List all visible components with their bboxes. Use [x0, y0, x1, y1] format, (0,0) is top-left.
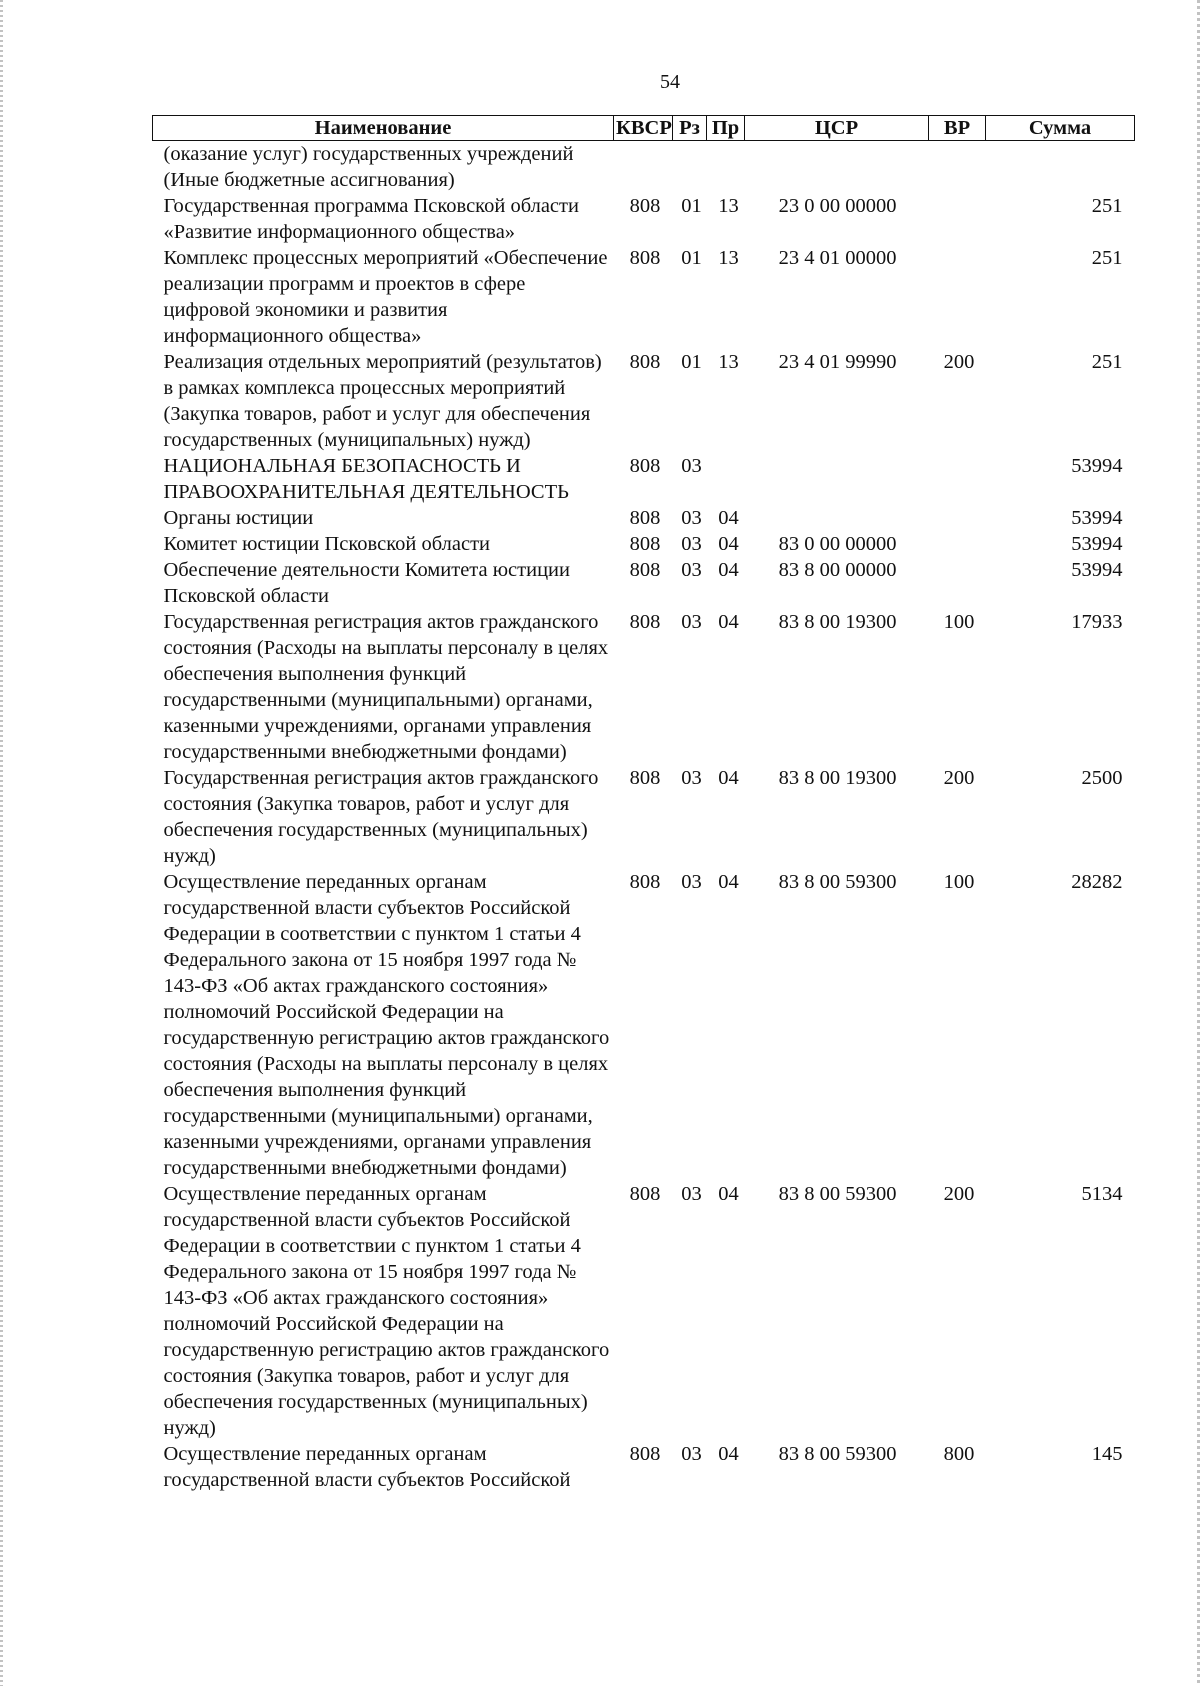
table-row [153, 453, 1135, 505]
table-row [153, 609, 1135, 765]
cell-pr: 13 [718, 351, 739, 373]
cell-vr [929, 531, 986, 557]
cell-name: Государственная программа Псковской области «Развитие информационного общества» [163, 195, 579, 243]
table-row [153, 557, 1135, 609]
cell-name: Государственная регистрация актов гражданского состояния (Расходы на выплаты персоналу в целях обеспечения выполнения функций государственными (муниципальными) органами, казенными учреждениями, органами управления государственными внебюджетными фондами) [163, 611, 609, 763]
cell-rz: 03 [681, 455, 702, 477]
cell-pr: 04 [718, 559, 739, 581]
cell-vr [929, 453, 986, 505]
cell-csr: 83 8 00 59300 [778, 1443, 897, 1465]
cell-kvsr: 808 [629, 247, 661, 269]
cell-sum: 251 [1091, 247, 1123, 269]
cell-kvsr [614, 141, 673, 194]
cell-pr: 04 [718, 507, 739, 529]
header-name: Наименование [153, 116, 614, 141]
cell-name: НАЦИОНАЛЬНАЯ БЕЗОПАСНОСТЬ И ПРАВООХРАНИТЕЛЬНАЯ ДЕЯТЕЛЬНОСТЬ [163, 455, 569, 503]
cell-pr [707, 453, 745, 505]
budget-table-container [152, 115, 1134, 1493]
cell-pr: 04 [718, 611, 739, 633]
cell-sum: 53994 [1071, 507, 1123, 529]
cell-rz: 03 [681, 1443, 702, 1465]
cell-rz [673, 141, 707, 194]
cell-kvsr: 808 [629, 871, 661, 893]
cell-sum: 2500 [1081, 767, 1123, 789]
cell-sum: 145 [1091, 1443, 1123, 1465]
cell-csr [745, 453, 929, 505]
cell-vr: 200 [943, 767, 975, 789]
cell-pr [707, 141, 745, 194]
cell-pr: 13 [718, 247, 739, 269]
header-pr: Пр [707, 116, 745, 141]
cell-name: (оказание услуг) государственных учреждений (Иные бюджетные ассигнования) [163, 143, 574, 191]
cell-csr: 83 8 00 59300 [778, 871, 897, 893]
header-rz: Рз [673, 116, 707, 141]
cell-pr: 04 [718, 533, 739, 555]
cell-sum: 53994 [1071, 559, 1123, 581]
table-row [153, 765, 1135, 869]
cell-kvsr: 808 [629, 195, 661, 217]
cell-name: Обеспечение деятельности Комитета юстиции Псковской области [163, 559, 570, 607]
table-row [153, 1441, 1135, 1493]
table-row [153, 869, 1135, 1181]
header-row [153, 116, 1135, 141]
cell-csr: 23 4 01 00000 [778, 247, 897, 269]
cell-rz: 03 [681, 533, 702, 555]
cell-rz: 01 [681, 195, 702, 217]
cell-kvsr: 808 [629, 611, 661, 633]
budget-table [152, 115, 1135, 1493]
cell-kvsr: 808 [629, 455, 661, 477]
header-csr: ЦСР [745, 116, 929, 141]
cell-rz: 03 [681, 871, 702, 893]
cell-kvsr: 808 [629, 507, 661, 529]
cell-name: Осуществление переданных органам государственной власти субъектов Российской [163, 1443, 571, 1491]
cell-name: Реализация отдельных мероприятий (результатов) в рамках комплекса процессных мероприятий (Закупка товаров, работ и услуг для обеспечения государственных (муниципальных) нужд) [163, 351, 602, 451]
cell-sum: 251 [1091, 351, 1123, 373]
cell-rz: 03 [681, 1183, 702, 1205]
cell-vr: 100 [943, 611, 975, 633]
cell-sum [986, 141, 1135, 194]
cell-sum: 28282 [1071, 871, 1123, 893]
cell-vr [929, 245, 986, 349]
cell-vr [929, 193, 986, 245]
cell-vr: 200 [943, 351, 975, 373]
cell-csr: 83 8 00 19300 [778, 611, 897, 633]
cell-csr: 83 8 00 00000 [778, 559, 897, 581]
table-row [153, 1181, 1135, 1441]
cell-rz: 03 [681, 559, 702, 581]
cell-name: Комитет юстиции Псковской области [163, 533, 490, 555]
cell-sum: 5134 [1081, 1183, 1123, 1205]
table-row [153, 141, 1135, 194]
table-row [153, 193, 1135, 245]
cell-csr: 23 4 01 99990 [778, 351, 897, 373]
cell-rz: 01 [681, 247, 702, 269]
cell-pr: 04 [718, 1183, 739, 1205]
cell-name: Государственная регистрация актов гражданского состояния (Закупка товаров, работ и услуг для обеспечения государственных (муниципальных) нужд) [163, 767, 599, 867]
cell-pr: 04 [718, 767, 739, 789]
table-row [153, 505, 1135, 531]
table-row [153, 349, 1135, 453]
cell-csr: 83 0 00 00000 [778, 533, 897, 555]
cell-rz: 03 [681, 507, 702, 529]
cell-kvsr: 808 [629, 767, 661, 789]
cell-sum: 53994 [1071, 455, 1123, 477]
cell-vr [929, 505, 986, 531]
table-header [153, 116, 1135, 141]
header-vr: ВР [929, 116, 986, 141]
table-row [153, 531, 1135, 557]
cell-pr: 13 [718, 195, 739, 217]
cell-csr [745, 505, 929, 531]
cell-csr [745, 141, 929, 194]
cell-vr: 800 [943, 1443, 975, 1465]
cell-rz: 03 [681, 767, 702, 789]
cell-kvsr: 808 [629, 559, 661, 581]
cell-kvsr: 808 [629, 1443, 661, 1465]
cell-sum: 53994 [1071, 533, 1123, 555]
cell-name: Органы юстиции [163, 507, 314, 529]
cell-sum: 251 [1091, 195, 1123, 217]
cell-vr: 100 [943, 871, 975, 893]
cell-rz: 01 [681, 351, 702, 373]
cell-vr: 200 [943, 1183, 975, 1205]
cell-pr: 04 [718, 1443, 739, 1465]
header-sum: Сумма [986, 116, 1135, 141]
cell-rz: 03 [681, 611, 702, 633]
header-kvsr: КВСР [614, 116, 673, 141]
cell-name: Осуществление переданных органам государственной власти субъектов Российской Федерации в соответствии с пунктом 1 статьи 4 Федерального закона от 15 ноября 1997 года № 143-ФЗ «Об актах гражданского состояния» полномочий Российской Федерации на государственную регистрацию актов гражданского состояния (Расходы на выплаты персоналу в целях обеспечения выполнения функций государственными (муниципальными) органами, казенными учреждениями, органами управления государственными внебюджетными фондами) [163, 871, 610, 1179]
cell-name: Комплекс процессных мероприятий «Обеспечение реализации программ и проектов в сфере цифровой экономики и развития информационного общества» [163, 247, 608, 347]
cell-pr: 04 [718, 871, 739, 893]
cell-csr: 83 8 00 19300 [778, 767, 897, 789]
cell-vr [929, 141, 986, 194]
cell-name: Осуществление переданных органам государственной власти субъектов Российской Федерации в соответствии с пунктом 1 статьи 4 Федерального закона от 15 ноября 1997 года № 143-ФЗ «Об актах гражданского состояния» полномочий Российской Федерации на государственную регистрацию актов гражданского состояния (Закупка товаров, работ и услуг для обеспечения государственных (муниципальных) нужд) [163, 1183, 610, 1439]
cell-sum: 17933 [1071, 611, 1123, 633]
cell-vr [929, 557, 986, 609]
page-number: 54 [660, 71, 680, 93]
cell-kvsr: 808 [629, 351, 661, 373]
cell-csr: 23 0 00 00000 [778, 195, 897, 217]
table-row [153, 245, 1135, 349]
table-body [153, 141, 1135, 1494]
cell-csr: 83 8 00 59300 [778, 1183, 897, 1205]
cell-kvsr: 808 [629, 533, 661, 555]
cell-kvsr: 808 [629, 1183, 661, 1205]
scan-edge-left [0, 0, 3, 1686]
